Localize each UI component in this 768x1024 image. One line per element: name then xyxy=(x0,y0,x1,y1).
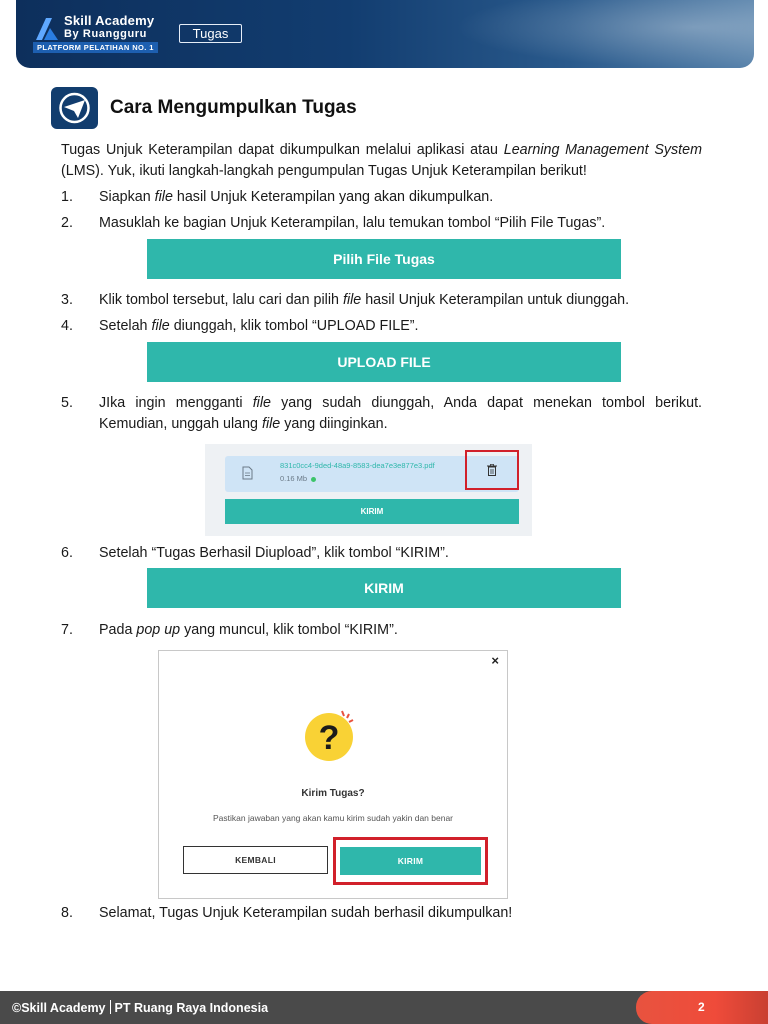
step-text: Masuklah ke bagian Unjuk Keterampilan, lalu temukan tombol “Pilih File Tugas”. xyxy=(99,215,606,231)
brand-subtitle: By Ruangguru xyxy=(64,28,147,40)
confirm-popup xyxy=(158,650,508,899)
status-dot-icon xyxy=(311,477,316,482)
title-icon-badge xyxy=(51,87,98,129)
step-5 xyxy=(61,393,702,437)
footer-separator xyxy=(110,1000,111,1014)
example-kirim-button[interactable]: KIRIM xyxy=(225,499,519,524)
step-text: JIka ingin mengganti file yang sudah diunggah, Anda dapat menekan tombol berikut. Kemudian, unggah ulang file yang diinginkan. xyxy=(99,395,703,432)
intro-paragraph xyxy=(61,140,702,182)
step-number: 6. xyxy=(61,545,73,561)
popup-title: Kirim Tugas? xyxy=(301,788,365,799)
brand-tagline: PLATFORM PELATIHAN NO. 1 xyxy=(33,42,158,53)
send-plane-icon xyxy=(51,87,98,129)
kembali-button[interactable]: KEMBALI xyxy=(183,846,328,874)
header-decoration xyxy=(454,0,754,68)
uploaded-file-size: 0.16 Mb xyxy=(280,474,316,483)
step-text: Pada pop up yang muncul, klik tombol “KIRIM”. xyxy=(99,622,398,638)
document-icon xyxy=(242,466,253,480)
uploaded-file-example xyxy=(205,444,532,536)
page-number: 2 xyxy=(698,1000,705,1014)
kirim-highlight xyxy=(333,837,488,885)
step-number: 8. xyxy=(61,905,73,921)
uploaded-file-name[interactable]: 831c0cc4-9ded-48a9-8583-dea7e3e877e3.pdf xyxy=(280,461,435,470)
step-text: Setelah file diunggah, klik tombol “UPLOAD FILE”. xyxy=(99,318,419,334)
page-header xyxy=(16,0,754,68)
intro-text: Tugas Unjuk Keterampilan dapat dikumpulkan melalui aplikasi atau xyxy=(61,142,504,158)
step-number: 3. xyxy=(61,292,73,308)
step-number: 7. xyxy=(61,622,73,638)
page-number-badge xyxy=(636,991,768,1024)
step-number: 1. xyxy=(61,189,73,205)
popup-kirim-button[interactable]: KIRIM xyxy=(340,847,481,875)
step-number: 4. xyxy=(61,318,73,334)
section-tag: Tugas xyxy=(179,24,242,43)
step-number: 5. xyxy=(61,395,73,411)
step-number: 2. xyxy=(61,215,73,231)
step-text: Klik tombol tersebut, lalu cari dan pilih file hasil Unjuk Keterampilan untuk diunggah. xyxy=(99,292,630,308)
step-text: Setelah “Tugas Berhasil Diupload”, klik tombol “KIRIM”. xyxy=(99,545,449,561)
intro-lms: Learning Management System xyxy=(503,142,702,158)
delete-file-highlight xyxy=(465,450,519,490)
step-text: Selamat, Tugas Unjuk Keterampilan sudah berhasil dikumpulkan! xyxy=(99,905,513,921)
intro-text-end: (LMS). Yuk, ikuti langkah-langkah pengumpulan Tugas Unjuk Keterampilan berikut! xyxy=(61,163,587,179)
pilih-file-tugas-button[interactable]: Pilih File Tugas xyxy=(147,239,621,279)
popup-description: Pastikan jawaban yang akan kamu kirim sudah yakin dan benar xyxy=(212,813,454,823)
svg-text:?: ? xyxy=(318,719,340,757)
close-icon[interactable]: × xyxy=(491,653,499,668)
brand-name: Skill Academy xyxy=(64,13,155,28)
page-footer xyxy=(0,991,768,1024)
page-title: Cara Mengumpulkan Tugas xyxy=(110,97,357,118)
upload-file-button[interactable]: UPLOAD FILE xyxy=(147,342,621,382)
skill-academy-logo-icon xyxy=(34,18,60,40)
trash-icon[interactable] xyxy=(487,464,497,476)
footer-copyright: ©Skill Academy PT Ruang Raya Indonesia xyxy=(12,1001,269,1015)
question-mark-icon xyxy=(302,707,358,763)
kirim-button[interactable]: KIRIM xyxy=(147,568,621,608)
step-text: Siapkan file hasil Unjuk Keterampilan yang akan dikumpulkan. xyxy=(99,189,494,205)
